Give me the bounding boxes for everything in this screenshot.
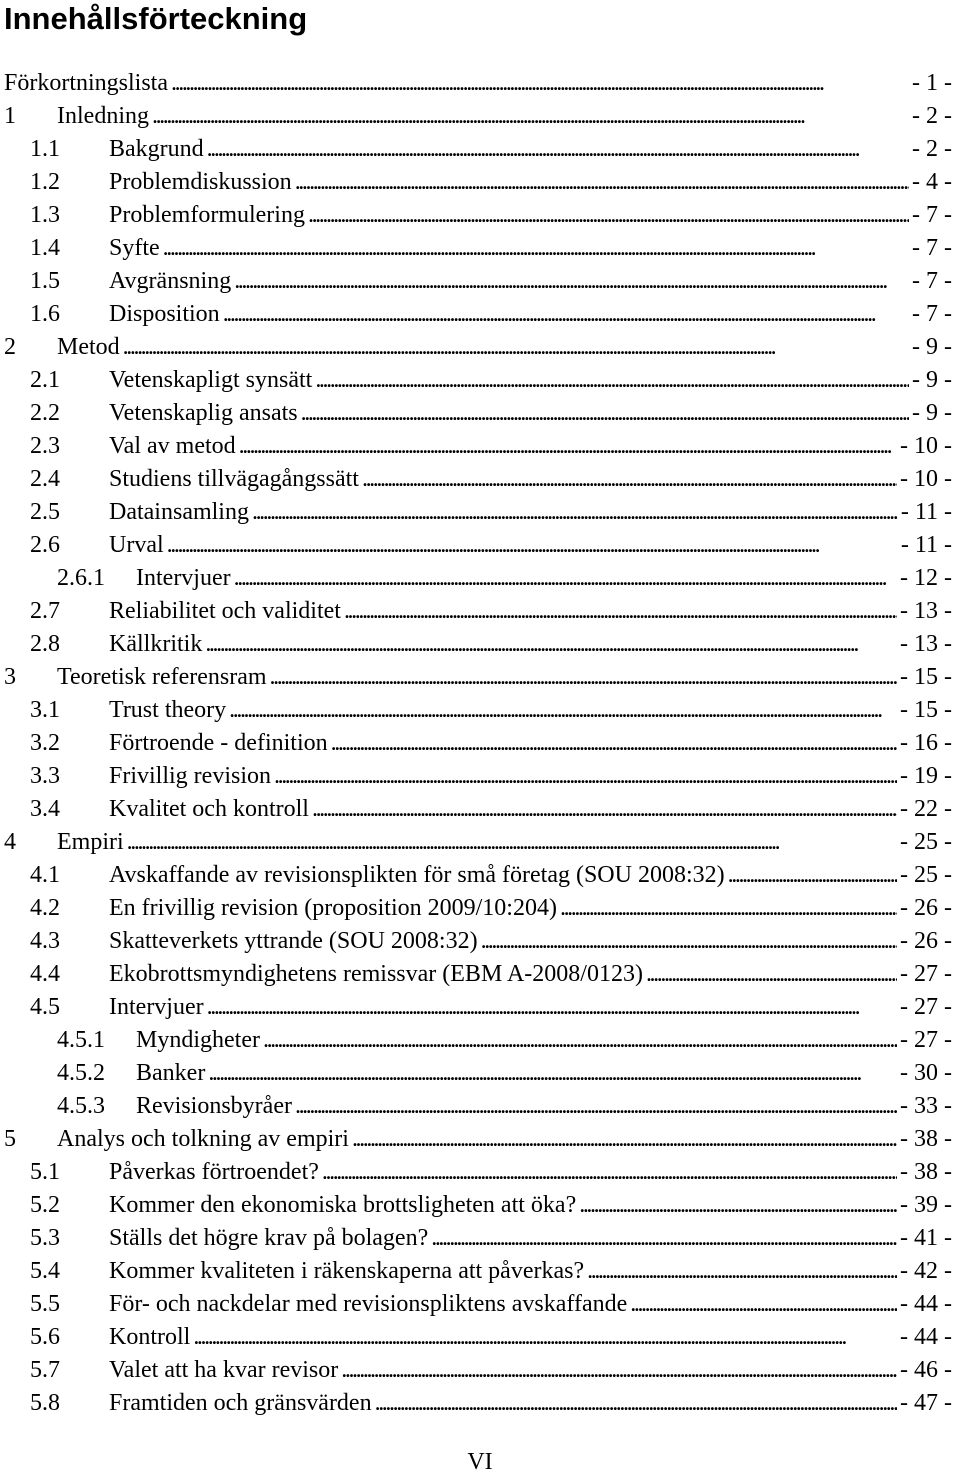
dot-leader bbox=[234, 562, 897, 595]
toc-entry-label: Teoretisk referensram bbox=[57, 664, 267, 690]
toc-entry-number: 2.1 bbox=[30, 367, 60, 393]
toc-entry-body bbox=[109, 958, 952, 991]
toc-entry-number: 2.6 bbox=[30, 532, 60, 558]
toc-entry-label: Kommer kvaliteten i räkenskaperna att påverkas? bbox=[109, 1258, 585, 1284]
toc-entry-number: 2.4 bbox=[30, 466, 60, 492]
toc-entry-page: - 7 - bbox=[912, 268, 952, 294]
toc-entry-label: En frivillig revision (proposition 2009/10:204) bbox=[109, 895, 557, 921]
toc-entry[interactable] bbox=[0, 397, 960, 430]
toc-entry-label: Ställs det högre krav på bolagen? bbox=[109, 1225, 429, 1251]
toc-entry-page: - 16 - bbox=[900, 730, 952, 756]
dot-leader bbox=[322, 1156, 897, 1189]
toc-entry-label: Inledning bbox=[57, 103, 149, 129]
dot-leader bbox=[163, 232, 909, 265]
toc-entry[interactable] bbox=[0, 529, 960, 562]
toc-entry-label: Trust theory bbox=[109, 697, 227, 723]
toc-entry[interactable] bbox=[0, 694, 960, 727]
toc-entry-number: 2.5 bbox=[30, 499, 60, 525]
toc-entry-page: - 44 - bbox=[900, 1291, 952, 1317]
dot-leader bbox=[341, 1354, 897, 1387]
dot-leader bbox=[315, 364, 909, 397]
dot-leader bbox=[362, 463, 897, 496]
toc-entry-body bbox=[109, 232, 952, 265]
toc-entry[interactable] bbox=[0, 661, 960, 694]
dot-leader bbox=[344, 595, 897, 628]
toc-entry-page: - 38 - bbox=[900, 1159, 952, 1185]
toc-entry-label: Intervjuer bbox=[109, 994, 204, 1020]
toc-entry-page: - 7 - bbox=[912, 235, 952, 261]
toc-entry-body bbox=[109, 166, 952, 199]
toc-entry-label: Källkritik bbox=[109, 631, 203, 657]
toc-entry-number: 2.8 bbox=[30, 631, 60, 657]
dot-leader bbox=[205, 628, 897, 661]
toc-entry-body bbox=[109, 463, 952, 496]
toc-entry[interactable] bbox=[0, 463, 960, 496]
dot-leader bbox=[208, 1057, 897, 1090]
toc-entry-page: - 26 - bbox=[900, 895, 952, 921]
toc-entry-number: 1.4 bbox=[30, 235, 60, 261]
toc-entry-page: - 33 - bbox=[900, 1093, 952, 1119]
toc-entry-label: Kontroll bbox=[109, 1324, 191, 1350]
toc-entry[interactable] bbox=[0, 1156, 960, 1189]
toc-entry-body bbox=[109, 397, 952, 430]
toc-entry-body bbox=[109, 496, 952, 529]
toc-entry-label: Studiens tillvägagångssätt bbox=[109, 466, 359, 492]
toc-entry-body bbox=[109, 430, 952, 463]
toc-entry-body bbox=[57, 331, 952, 364]
toc-entry-number: 5.4 bbox=[30, 1258, 60, 1284]
toc-entry[interactable] bbox=[0, 232, 960, 265]
toc-entry-page: - 27 - bbox=[900, 961, 952, 987]
dot-leader bbox=[579, 1189, 897, 1222]
table-of-contents bbox=[0, 67, 960, 1420]
toc-entry-number: 3.1 bbox=[30, 697, 60, 723]
toc-entry-page: - 9 - bbox=[912, 367, 952, 393]
toc-entry-label: Val av metod bbox=[109, 433, 236, 459]
dot-leader bbox=[295, 1090, 897, 1123]
toc-entry-page: - 2 - bbox=[912, 103, 952, 129]
toc-entry-number: 1.2 bbox=[30, 169, 60, 195]
dot-leader bbox=[263, 1024, 897, 1057]
dot-leader bbox=[295, 166, 909, 199]
toc-entry-page: - 1 - bbox=[912, 70, 952, 96]
toc-entry-label: Empiri bbox=[57, 829, 124, 855]
toc-entry[interactable] bbox=[0, 1057, 960, 1090]
toc-entry[interactable] bbox=[0, 595, 960, 628]
toc-entry-number: 4.1 bbox=[30, 862, 60, 888]
toc-entry[interactable] bbox=[0, 562, 960, 595]
toc-entry-page: - 11 - bbox=[900, 499, 952, 525]
toc-entry[interactable] bbox=[0, 1288, 960, 1321]
toc-entry-page: - 27 - bbox=[900, 994, 952, 1020]
toc-entry[interactable] bbox=[0, 826, 960, 859]
dot-leader bbox=[646, 958, 897, 991]
toc-entry-page: - 27 - bbox=[900, 1027, 952, 1053]
toc-entry-body bbox=[109, 760, 952, 793]
toc-entry-number: 4.5.3 bbox=[57, 1093, 105, 1119]
toc-entry-page: - 13 - bbox=[900, 598, 952, 624]
toc-entry[interactable] bbox=[0, 1189, 960, 1222]
toc-entry[interactable] bbox=[0, 100, 960, 133]
toc-entry-body bbox=[109, 991, 952, 1024]
dot-leader bbox=[229, 694, 897, 727]
toc-entry[interactable] bbox=[0, 925, 960, 958]
toc-entry-body bbox=[109, 595, 952, 628]
toc-entry[interactable] bbox=[0, 628, 960, 661]
toc-entry-page: - 10 - bbox=[900, 466, 952, 492]
toc-entry-body bbox=[109, 529, 952, 562]
toc-entry-number: 5.6 bbox=[30, 1324, 60, 1350]
toc-entry-page: - 11 - bbox=[900, 532, 952, 558]
toc-entry-label: Frivillig revision bbox=[109, 763, 271, 789]
toc-entry-page: - 15 - bbox=[900, 664, 952, 690]
toc-entry-label: Påverkas förtroendet? bbox=[109, 1159, 319, 1185]
toc-entry-label: Analys och tolkning av empiri bbox=[57, 1126, 349, 1152]
toc-entry[interactable] bbox=[0, 958, 960, 991]
toc-entry-body bbox=[109, 859, 952, 892]
toc-entry[interactable] bbox=[0, 1024, 960, 1057]
toc-entry-number: 4.5 bbox=[30, 994, 60, 1020]
dot-leader bbox=[331, 727, 897, 760]
toc-entry-body bbox=[109, 199, 952, 232]
dot-leader bbox=[308, 199, 909, 232]
toc-entry-body bbox=[109, 1288, 952, 1321]
toc-entry[interactable] bbox=[0, 793, 960, 826]
toc-entry-page: - 44 - bbox=[900, 1324, 952, 1350]
dot-leader bbox=[301, 397, 909, 430]
toc-entry[interactable] bbox=[0, 430, 960, 463]
toc-entry-body bbox=[109, 727, 952, 760]
toc-entry-body bbox=[109, 694, 952, 727]
toc-entry[interactable] bbox=[0, 727, 960, 760]
toc-entry-label: För- och nackdelar med revisionspliktens avskaffande bbox=[109, 1291, 628, 1317]
toc-entry-label: Vetenskaplig ansats bbox=[109, 400, 298, 426]
toc-entry-number: 4.5.2 bbox=[57, 1060, 105, 1086]
toc-entry-number: 3.4 bbox=[30, 796, 60, 822]
toc-entry-page: - 25 - bbox=[900, 862, 952, 888]
toc-entry-label: Valet att ha kvar revisor bbox=[109, 1357, 339, 1383]
toc-entry-body bbox=[109, 265, 952, 298]
toc-entry-number: 1.6 bbox=[30, 301, 60, 327]
toc-entry-number: 3.3 bbox=[30, 763, 60, 789]
toc-entry-page: - 7 - bbox=[912, 301, 952, 327]
toc-entry-number: 5.7 bbox=[30, 1357, 60, 1383]
toc-entry-page: - 12 - bbox=[900, 565, 952, 591]
toc-entry-label: Banker bbox=[136, 1060, 206, 1086]
toc-entry-body bbox=[109, 892, 952, 925]
toc-entry[interactable] bbox=[0, 1090, 960, 1123]
toc-entry-page: - 42 - bbox=[900, 1258, 952, 1284]
dot-leader bbox=[127, 826, 897, 859]
dot-leader bbox=[152, 100, 909, 133]
toc-entry-label: Datainsamling bbox=[109, 499, 249, 525]
toc-entry-page: - 9 - bbox=[912, 400, 952, 426]
toc-entry-page: - 2 - bbox=[912, 136, 952, 162]
toc-entry-body bbox=[109, 1354, 952, 1387]
toc-entry-page: - 46 - bbox=[900, 1357, 952, 1383]
dot-leader bbox=[167, 529, 898, 562]
toc-entry-label: Avgränsning bbox=[109, 268, 232, 294]
toc-entry[interactable] bbox=[0, 1354, 960, 1387]
toc-entry-page: - 15 - bbox=[900, 697, 952, 723]
toc-entry-number: 4.5.1 bbox=[57, 1027, 105, 1053]
toc-entry-number: 2 bbox=[4, 334, 16, 360]
dot-leader bbox=[312, 793, 897, 826]
toc-entry-page: - 25 - bbox=[900, 829, 952, 855]
dot-leader bbox=[193, 1321, 897, 1354]
toc-entry-body bbox=[109, 628, 952, 661]
toc-entry[interactable] bbox=[0, 331, 960, 364]
dot-leader bbox=[560, 892, 897, 925]
toc-entry[interactable] bbox=[0, 1222, 960, 1255]
toc-entry-number: 5 bbox=[4, 1126, 16, 1152]
toc-entry-number: 1.3 bbox=[30, 202, 60, 228]
toc-entry-page: - 19 - bbox=[900, 763, 952, 789]
toc-entry-label: Förkortningslista bbox=[4, 70, 169, 96]
toc-entry-body bbox=[109, 133, 952, 166]
toc-entry-label: Revisionsbyråer bbox=[136, 1093, 292, 1119]
toc-entry-body bbox=[136, 1057, 952, 1090]
toc-entry[interactable] bbox=[0, 1123, 960, 1156]
toc-entry-label: Intervjuer bbox=[136, 565, 231, 591]
toc-entry-body bbox=[109, 1255, 952, 1288]
toc-entry-body bbox=[109, 1321, 952, 1354]
toc-entry-label: Avskaffande av revisionsplikten för små företag (SOU 2008:32) bbox=[109, 862, 725, 888]
toc-entry-body bbox=[136, 1024, 952, 1057]
toc-entry[interactable] bbox=[0, 133, 960, 166]
toc-entry-number: 2.3 bbox=[30, 433, 60, 459]
dot-leader bbox=[728, 859, 897, 892]
toc-entry-number: 2.2 bbox=[30, 400, 60, 426]
toc-entry-label: Reliabilitet och validitet bbox=[109, 598, 341, 624]
toc-entry-number: 3.2 bbox=[30, 730, 60, 756]
toc-entry-number: 3 bbox=[4, 664, 16, 690]
toc-entry-page: - 10 - bbox=[900, 433, 952, 459]
dot-leader bbox=[352, 1123, 897, 1156]
toc-entry-number: 5.2 bbox=[30, 1192, 60, 1218]
toc-entry-number: 4.3 bbox=[30, 928, 60, 954]
toc-entry-body bbox=[109, 925, 952, 958]
toc-entry-label: Myndigheter bbox=[136, 1027, 260, 1053]
toc-entry-label: Problemformulering bbox=[109, 202, 305, 228]
toc-entry[interactable] bbox=[0, 1255, 960, 1288]
toc-entry[interactable] bbox=[0, 1387, 960, 1420]
dot-leader bbox=[587, 1255, 897, 1288]
toc-entry-number: 5.8 bbox=[30, 1390, 60, 1416]
dot-leader bbox=[223, 298, 909, 331]
toc-entry-label: Bakgrund bbox=[109, 136, 204, 162]
toc-entry-body bbox=[109, 1222, 952, 1255]
toc-entry[interactable] bbox=[0, 199, 960, 232]
toc-entry-page: - 4 - bbox=[912, 169, 952, 195]
toc-entry[interactable] bbox=[0, 496, 960, 529]
dot-leader bbox=[207, 133, 909, 166]
dot-leader bbox=[431, 1222, 897, 1255]
toc-entry-label: Urval bbox=[109, 532, 164, 558]
toc-entry[interactable] bbox=[0, 265, 960, 298]
toc-entry-body bbox=[109, 1156, 952, 1189]
toc-entry-number: 5.5 bbox=[30, 1291, 60, 1317]
dot-leader bbox=[481, 925, 897, 958]
toc-entry-number: 5.3 bbox=[30, 1225, 60, 1251]
toc-entry-page: - 9 - bbox=[912, 334, 952, 360]
dot-leader bbox=[252, 496, 898, 529]
toc-entry-label: Syfte bbox=[109, 235, 160, 261]
toc-entry[interactable] bbox=[0, 760, 960, 793]
toc-entry[interactable] bbox=[0, 991, 960, 1024]
toc-entry[interactable] bbox=[0, 859, 960, 892]
toc-entry[interactable] bbox=[0, 892, 960, 925]
toc-entry-label: Kommer den ekonomiska brottsligheten att öka? bbox=[109, 1192, 577, 1218]
toc-entry-page: - 13 - bbox=[900, 631, 952, 657]
toc-entry-page: - 26 - bbox=[900, 928, 952, 954]
toc-entry-label: Problemdiskussion bbox=[109, 169, 292, 195]
toc-entry-body bbox=[109, 1189, 952, 1222]
dot-leader bbox=[274, 760, 897, 793]
toc-entry-label: Ekobrottsmyndighetens remissvar (EBM A-2008/0123) bbox=[109, 961, 643, 987]
toc-entry-label: Metod bbox=[57, 334, 120, 360]
toc-entry-body bbox=[57, 100, 952, 133]
toc-entry-number: 1 bbox=[4, 103, 16, 129]
toc-entry-body bbox=[109, 793, 952, 826]
toc-entry-page: - 22 - bbox=[900, 796, 952, 822]
toc-entry-body bbox=[109, 1387, 952, 1420]
dot-leader bbox=[123, 331, 909, 364]
toc-entry-body bbox=[109, 298, 952, 331]
dot-leader bbox=[239, 430, 897, 463]
toc-entry-body bbox=[57, 661, 952, 694]
toc-entry-page: - 47 - bbox=[900, 1390, 952, 1416]
dot-leader bbox=[270, 661, 897, 694]
dot-leader bbox=[234, 265, 909, 298]
dot-leader bbox=[207, 991, 897, 1024]
toc-entry-body bbox=[57, 826, 952, 859]
dot-leader bbox=[171, 67, 909, 100]
dot-leader bbox=[375, 1387, 897, 1420]
toc-entry-number: 4.2 bbox=[30, 895, 60, 921]
page-number-footer: VI bbox=[467, 1449, 493, 1475]
dot-leader bbox=[630, 1288, 897, 1321]
toc-entry-page: - 41 - bbox=[900, 1225, 952, 1251]
toc-entry-number: 1.5 bbox=[30, 268, 60, 294]
toc-entry-number: 2.7 bbox=[30, 598, 60, 624]
toc-entry-body bbox=[109, 364, 952, 397]
toc-entry-page: - 39 - bbox=[900, 1192, 952, 1218]
toc-entry-label: Disposition bbox=[109, 301, 220, 327]
toc-entry-page: - 30 - bbox=[900, 1060, 952, 1086]
toc-entry-number: 4 bbox=[4, 829, 16, 855]
toc-entry-label: Förtroende - definition bbox=[109, 730, 328, 756]
toc-entry-number: 1.1 bbox=[30, 136, 60, 162]
toc-entry-page: - 38 - bbox=[900, 1126, 952, 1152]
toc-entry-label: Kvalitet och kontroll bbox=[109, 796, 309, 822]
toc-entry-label: Skatteverkets yttrande (SOU 2008:32) bbox=[109, 928, 478, 954]
page-title: Innehållsförteckning bbox=[4, 1, 308, 36]
toc-entry-number: 2.6.1 bbox=[57, 565, 105, 591]
toc-entry[interactable] bbox=[0, 67, 960, 100]
toc-entry-body bbox=[57, 1123, 952, 1156]
toc-entry-label: Framtiden och gränsvärden bbox=[109, 1390, 372, 1416]
toc-entry[interactable] bbox=[0, 166, 960, 199]
toc-entry-body bbox=[136, 562, 952, 595]
toc-entry-body bbox=[136, 1090, 952, 1123]
toc-entry-body bbox=[4, 67, 952, 100]
toc-entry[interactable] bbox=[0, 1321, 960, 1354]
toc-entry[interactable] bbox=[0, 364, 960, 397]
toc-entry-page: - 7 - bbox=[912, 202, 952, 228]
toc-entry-label: Vetenskapligt synsätt bbox=[109, 367, 313, 393]
toc-entry[interactable] bbox=[0, 298, 960, 331]
toc-entry-number: 5.1 bbox=[30, 1159, 60, 1185]
toc-entry-number: 4.4 bbox=[30, 961, 60, 987]
